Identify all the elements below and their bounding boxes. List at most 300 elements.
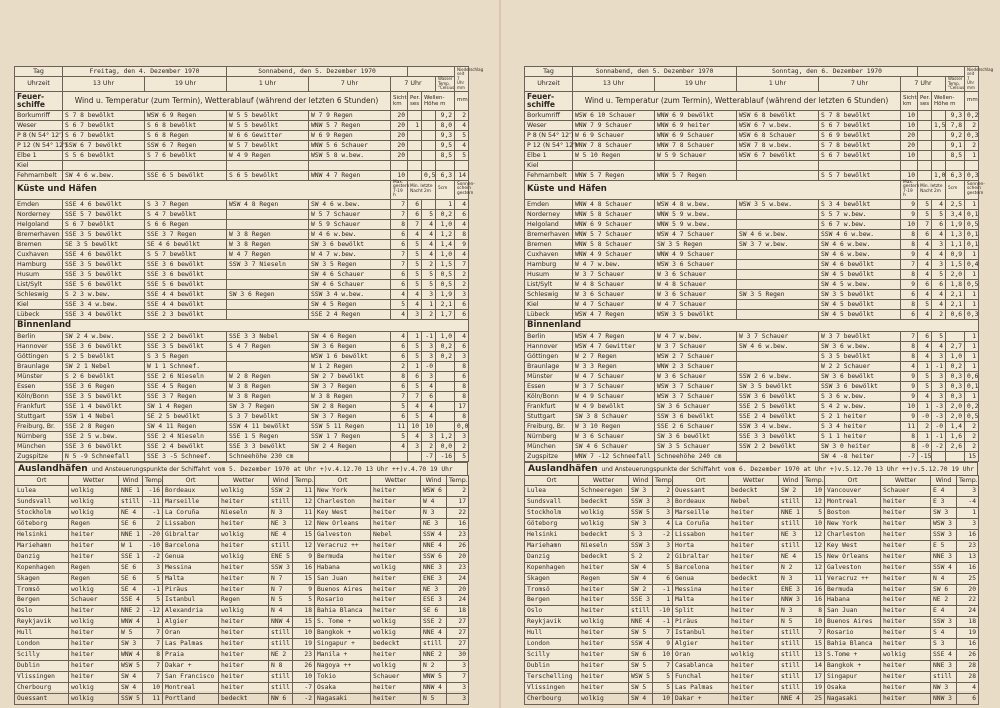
sicht-value: 20 bbox=[901, 140, 918, 150]
min-value: 4 bbox=[918, 341, 932, 351]
obs-1: WNW 7 8 Schauer bbox=[573, 140, 655, 150]
port-wind: SW 4 bbox=[119, 682, 143, 693]
kueste-row bbox=[15, 209, 469, 219]
port-name: New Orleans bbox=[825, 551, 881, 562]
port-wind: SW 2 bbox=[629, 584, 653, 595]
port-temp: 2 bbox=[653, 551, 673, 562]
per-value bbox=[918, 120, 932, 130]
min-value: 5 bbox=[918, 209, 932, 219]
feuerschiff-row bbox=[525, 130, 979, 140]
port-wind: S 3 bbox=[931, 639, 957, 650]
time-5: 7 Uhr bbox=[391, 77, 436, 92]
station-name: P 8 (N 54° 12') bbox=[525, 130, 573, 140]
obs-4: SW 3 5 Regen bbox=[309, 259, 391, 269]
port-weather: heiter bbox=[579, 671, 629, 682]
port-weather: heiter bbox=[881, 530, 931, 541]
port-temp: 15 bbox=[293, 573, 315, 584]
min-value: 4 bbox=[918, 289, 932, 299]
min5-value: 5 bbox=[422, 209, 436, 219]
port-temp: 6 bbox=[653, 573, 673, 584]
min-value: 4 bbox=[408, 289, 422, 299]
station-name: München bbox=[525, 441, 573, 451]
station-name: Köln/Bonn bbox=[15, 391, 63, 401]
precip-value: 2 bbox=[965, 441, 979, 451]
precip-value: 4 bbox=[455, 219, 469, 229]
obs-3: WSW 7 8 w.bew. bbox=[737, 140, 819, 150]
min5-value bbox=[422, 199, 436, 209]
port-weather: heiter bbox=[729, 628, 779, 639]
binnenland-row bbox=[525, 411, 979, 421]
feuerschiff-row bbox=[15, 120, 469, 130]
kueste-title: Küste und Häfen bbox=[15, 180, 391, 199]
wasser-temp-value: 9,3 bbox=[436, 130, 455, 140]
obs-2: SSW 3 6 bewölkt bbox=[655, 411, 737, 421]
station-name: Essen bbox=[15, 381, 63, 391]
port-temp: 23 bbox=[957, 540, 979, 551]
port-name: Casablanca bbox=[673, 660, 729, 671]
port-wind: SW 2 bbox=[779, 486, 803, 497]
ausland-row bbox=[15, 628, 469, 639]
port-name: Marseille bbox=[163, 497, 219, 508]
port-name: Bangkok + bbox=[825, 660, 881, 671]
port-temp: 12 bbox=[803, 540, 825, 551]
obs-1: WSW 4 7 Gewitter bbox=[573, 341, 655, 351]
right-page bbox=[524, 66, 994, 702]
sun-value: 2,0 bbox=[946, 411, 965, 421]
port-wind: NNE 3 bbox=[931, 660, 957, 671]
port-temp: 2 bbox=[143, 519, 163, 530]
port-wind: NE 3 bbox=[779, 530, 803, 541]
time-4: 7 Uhr bbox=[819, 77, 901, 92]
min5-value: 3 bbox=[422, 351, 436, 361]
precip-value: 6 bbox=[455, 299, 469, 309]
min5-value: 3 bbox=[932, 259, 946, 269]
ausland-row bbox=[15, 519, 469, 530]
port-wind: still bbox=[779, 660, 803, 671]
obs-3: Schneehöhe 230 cm bbox=[227, 451, 309, 461]
port-temp: 28 bbox=[957, 660, 979, 671]
min-value: 2 bbox=[918, 421, 932, 431]
precip-value: 6 bbox=[455, 309, 469, 319]
port-weather: heiter bbox=[219, 682, 269, 693]
obs-4: SW 3 7 Regen bbox=[309, 411, 391, 421]
port-temp: 3 bbox=[143, 562, 163, 573]
station-name: List/Sylt bbox=[525, 279, 573, 289]
obs-2: Schneehöhe 240 cm bbox=[655, 451, 737, 461]
port-temp: 15 bbox=[803, 639, 825, 650]
obs-3: WSW 6 7 bewölkt bbox=[737, 150, 819, 160]
port-weather: wolkig bbox=[579, 617, 629, 628]
ausland-row bbox=[525, 606, 979, 617]
min-value: 5 bbox=[918, 371, 932, 381]
ausland-head bbox=[15, 475, 469, 486]
max-value: 8 bbox=[901, 431, 918, 441]
per-value bbox=[408, 170, 422, 180]
wasser-header: Wasser Temp. °Celsius bbox=[946, 77, 965, 92]
obs-4: SW 4 -8 heiter bbox=[819, 451, 901, 461]
port-name: Ouessant bbox=[15, 693, 69, 704]
min5-value: 5 bbox=[422, 269, 436, 279]
station-name: Norderney bbox=[15, 209, 63, 219]
sun-value: 2,7 bbox=[946, 341, 965, 351]
min5-value: -1 bbox=[932, 431, 946, 441]
sun-value: 2,0 bbox=[946, 401, 965, 411]
port-name: Messina bbox=[163, 562, 219, 573]
port-name: Marseille bbox=[673, 508, 729, 519]
port-weather: Schauer bbox=[69, 595, 119, 606]
obs-4: SW 3 5 bewölkt bbox=[819, 289, 901, 299]
port-wind: N 3 bbox=[779, 606, 803, 617]
precip-value: 7 bbox=[455, 259, 469, 269]
min5-value: 5 bbox=[422, 279, 436, 289]
port-name: San Juan bbox=[315, 573, 371, 584]
port-wind: still bbox=[119, 497, 143, 508]
ausland-row bbox=[15, 671, 469, 682]
sun-value: 1,7 bbox=[436, 309, 455, 319]
obs-3 bbox=[227, 219, 309, 229]
sun-value: 1,9 bbox=[946, 219, 965, 229]
port-temp: 13 bbox=[957, 551, 979, 562]
port-temp: 7 bbox=[143, 671, 163, 682]
obs-3 bbox=[227, 279, 309, 289]
precip-value: 4 bbox=[455, 331, 469, 341]
feuerschiffe-title: Feuer-schiffe bbox=[15, 91, 63, 110]
ausland-col-header: Wetter bbox=[579, 475, 629, 486]
port-wind: WSW 5 bbox=[119, 660, 143, 671]
max-value: 6 bbox=[391, 341, 408, 351]
obs-1: SSE 2 5 w.bew. bbox=[63, 431, 145, 441]
port-temp: 20 bbox=[447, 584, 469, 595]
port-temp: 10 bbox=[803, 617, 825, 628]
obs-1: W 4 9 Schauer bbox=[573, 391, 655, 401]
port-name: Vancouver bbox=[825, 486, 881, 497]
obs-2: WNW 4 9 Schauer bbox=[655, 249, 737, 259]
precip-value: 1 bbox=[965, 269, 979, 279]
obs-4: S 5 7 w.bew. bbox=[819, 209, 901, 219]
ausland-head bbox=[525, 475, 979, 486]
station-name: Cuxhaven bbox=[525, 249, 573, 259]
port-weather: heiter bbox=[881, 671, 931, 682]
station-name: Husum bbox=[15, 269, 63, 279]
obs-4: SW 4 5 bewölkt bbox=[819, 299, 901, 309]
port-name: Montreal bbox=[163, 682, 219, 693]
obs-1: S 6 7 bewölkt bbox=[63, 219, 145, 229]
obs-1: WNW 6 9 Schauer bbox=[573, 219, 655, 229]
precip-value: 0,0 bbox=[455, 421, 469, 431]
kueste-row bbox=[15, 239, 469, 249]
feuerschiff-row bbox=[15, 140, 469, 150]
port-wind: SW 4 bbox=[629, 693, 653, 704]
ausland-row bbox=[15, 693, 469, 704]
port-name: Sundsvall bbox=[15, 497, 69, 508]
port-wind: NNW 4 bbox=[269, 617, 293, 628]
precip-value: 0,5 bbox=[965, 279, 979, 289]
kueste-header bbox=[15, 180, 469, 199]
port-name: Helsinki bbox=[525, 530, 579, 541]
wellen-value bbox=[422, 110, 436, 120]
port-temp: 16 bbox=[293, 562, 315, 573]
max-value: 6 bbox=[391, 351, 408, 361]
wellen-value bbox=[422, 150, 436, 160]
min-value: 4 bbox=[408, 431, 422, 441]
port-wind: N 7 bbox=[269, 584, 293, 595]
port-temp: 3 bbox=[447, 693, 469, 704]
port-wind: NNW 3 bbox=[779, 595, 803, 606]
station-name: Elbe 1 bbox=[15, 150, 63, 160]
station-name: Lübeck bbox=[525, 309, 573, 319]
port-wind: NE 3 bbox=[269, 519, 293, 530]
port-wind: NNE 3 bbox=[931, 551, 957, 562]
obs-1 bbox=[573, 160, 655, 170]
port-temp: 2 bbox=[447, 486, 469, 497]
station-name: Elbe 1 bbox=[525, 150, 573, 160]
feuerschiffe-desc: Wind u. Temperatur (zum Termin), Wetterablauf (während der letzten 6 Stunden) bbox=[63, 91, 391, 110]
day1-label: Freitag, den 4. Dezember 1970 bbox=[63, 67, 227, 77]
min5-value: 3 bbox=[422, 289, 436, 299]
station-name: Kiel bbox=[15, 299, 63, 309]
niederschlag-header: Niederschlag seit 7 Uhr mm bbox=[965, 67, 979, 92]
sun-value: 2,6 bbox=[946, 441, 965, 451]
port-temp: 12 bbox=[803, 530, 825, 541]
obs-1: SSE 3 5 bewölkt bbox=[63, 269, 145, 279]
sicht-value: 20 bbox=[391, 140, 408, 150]
precip-value: 0,3 bbox=[965, 170, 979, 180]
precip-value: 1 bbox=[965, 299, 979, 309]
min5-value: 6 bbox=[932, 279, 946, 289]
port-wind: SW 4 bbox=[629, 562, 653, 573]
day-blank bbox=[918, 67, 965, 77]
max-value: 9 bbox=[901, 249, 918, 259]
time-2: 19 Uhr bbox=[145, 77, 227, 92]
obs-2: W 3 6 Schauer bbox=[655, 269, 737, 279]
max-header: Max. gestern 7-19 h bbox=[391, 180, 408, 199]
port-temp: 5 bbox=[653, 682, 673, 693]
obs-2: SSE 2 4 Nieseln bbox=[145, 431, 227, 441]
per-value bbox=[408, 160, 422, 170]
station-name: Nürnberg bbox=[525, 431, 573, 441]
sun-value: 1,0 bbox=[436, 249, 455, 259]
obs-4: SW 4 6 w.bew. bbox=[819, 249, 901, 259]
port-temp: 23 bbox=[447, 562, 469, 573]
port-temp: 16 bbox=[957, 639, 979, 650]
port-name: S. Tome + bbox=[315, 617, 371, 628]
port-name: Oran bbox=[163, 628, 219, 639]
port-weather: heiter bbox=[219, 650, 269, 661]
binnenland-row bbox=[15, 381, 469, 391]
obs-4: S 3 6 w.bew. bbox=[819, 391, 901, 401]
obs-4: SW 4 5 bewölkt bbox=[819, 309, 901, 319]
min-value: 1 bbox=[918, 361, 932, 371]
port-wind: NNE 1 bbox=[119, 486, 143, 497]
min-value: -0 bbox=[918, 411, 932, 421]
precip-value: 2 bbox=[455, 441, 469, 451]
min5-value: 4 bbox=[932, 299, 946, 309]
obs-3: SSW 2 2 bewölkt bbox=[737, 441, 819, 451]
sun-value: 1 bbox=[436, 199, 455, 209]
ausland-row bbox=[525, 562, 979, 573]
port-wind: NW 3 bbox=[931, 682, 957, 693]
kueste-row bbox=[525, 309, 979, 319]
port-name: Danzig bbox=[525, 551, 579, 562]
obs-3: SW 3 5 bewölkt bbox=[737, 381, 819, 391]
min-value: 1 bbox=[918, 401, 932, 411]
feuerschiff-row bbox=[525, 140, 979, 150]
port-wind: SSE 4 bbox=[119, 595, 143, 606]
port-wind: SE 6 bbox=[119, 573, 143, 584]
port-name: Lulea bbox=[525, 486, 579, 497]
precip-value: 0,3 bbox=[965, 130, 979, 140]
min5-value: -1 bbox=[932, 361, 946, 371]
port-name: Kopenhagen bbox=[15, 562, 69, 573]
precip-value: 2 bbox=[965, 120, 979, 130]
obs-2: SSE 4 4 bewölkt bbox=[145, 289, 227, 299]
port-temp: 7 bbox=[653, 660, 673, 671]
feuerschiff-row bbox=[15, 150, 469, 160]
per-header: Per. ses bbox=[918, 91, 932, 110]
station-name: Berlin bbox=[525, 331, 573, 341]
obs-2: WNW 5 7 Regen bbox=[655, 170, 737, 180]
port-weather: heiter bbox=[881, 595, 931, 606]
per-value bbox=[408, 150, 422, 160]
max-value: 2 bbox=[391, 361, 408, 371]
port-weather: heiter bbox=[219, 584, 269, 595]
min5-value: 1 bbox=[422, 299, 436, 309]
port-wind: N 8 bbox=[269, 660, 293, 671]
obs-4: SW 3 6 bewölkt bbox=[819, 371, 901, 381]
port-name: Oslo bbox=[15, 606, 69, 617]
min5-value: 4 bbox=[422, 229, 436, 239]
feuerschiff-row bbox=[525, 170, 979, 180]
port-temp: 6 bbox=[957, 693, 979, 704]
precip-value: 1 bbox=[965, 289, 979, 299]
sun-value: 1,2 bbox=[436, 229, 455, 239]
port-name: Barcelona bbox=[673, 562, 729, 573]
port-wind: NNE 3 bbox=[421, 562, 447, 573]
port-wind: NNE 4 bbox=[421, 628, 447, 639]
obs-2 bbox=[145, 160, 227, 170]
port-name: Gibraltar bbox=[163, 530, 219, 541]
max-value: 4 bbox=[901, 361, 918, 371]
port-temp: 12 bbox=[293, 519, 315, 530]
wellen-value bbox=[932, 140, 946, 150]
port-wind: NNW 4 bbox=[421, 682, 447, 693]
feuerschiff-row bbox=[525, 150, 979, 160]
port-weather: heiter bbox=[729, 682, 779, 693]
port-name: Reykjavik bbox=[15, 617, 69, 628]
port-name: Split bbox=[673, 606, 729, 617]
ausland-title: Auslandhäfen bbox=[528, 463, 598, 474]
port-temp: 7 bbox=[447, 671, 469, 682]
obs-2: SW 3 5 Schauer bbox=[655, 441, 737, 451]
port-weather: wolkig bbox=[219, 551, 269, 562]
port-wind: WNW 5 bbox=[421, 671, 447, 682]
port-weather: heiter bbox=[219, 573, 269, 584]
station-name: Borkumriff bbox=[15, 110, 63, 120]
port-name: San Francisco bbox=[163, 671, 219, 682]
obs-4: SSW 4 6 w.bew. bbox=[819, 229, 901, 239]
obs-2: WSW 4 7 Schauer bbox=[655, 229, 737, 239]
port-temp: -1 bbox=[143, 508, 163, 519]
station-name: Göttingen bbox=[15, 351, 63, 361]
min-value: 7 bbox=[408, 219, 422, 229]
kueste-row bbox=[15, 309, 469, 319]
obs-1: SSE 3 6 Regen bbox=[63, 381, 145, 391]
port-wind: W 4 bbox=[421, 497, 447, 508]
min5-value: 6 bbox=[422, 391, 436, 401]
obs-1: W 3 7 Schauer bbox=[573, 381, 655, 391]
station-name: Nürnberg bbox=[15, 431, 63, 441]
port-wind: still bbox=[269, 671, 293, 682]
port-temp: -20 bbox=[143, 530, 163, 541]
port-weather: heiter bbox=[219, 671, 269, 682]
ausland-col-header: Wind bbox=[931, 475, 957, 486]
obs-2: W 4 7 Schauer bbox=[655, 299, 737, 309]
station-name: Emden bbox=[525, 199, 573, 209]
station-name: List/Sylt bbox=[15, 279, 63, 289]
kueste-row bbox=[525, 259, 979, 269]
sun-value: 0,3 bbox=[946, 371, 965, 381]
kueste-row bbox=[525, 289, 979, 299]
port-name: Bermuda bbox=[315, 551, 371, 562]
precip-value: 6 bbox=[455, 371, 469, 381]
ausland-col-header: Ort bbox=[525, 475, 579, 486]
port-wind: N 4 bbox=[931, 573, 957, 584]
port-weather: heiter bbox=[219, 540, 269, 551]
max-value: 7 bbox=[391, 249, 408, 259]
station-name: Kiel bbox=[15, 160, 63, 170]
port-temp: 3 bbox=[653, 497, 673, 508]
ausland-row bbox=[15, 486, 469, 497]
sun-value: 1,2 bbox=[436, 431, 455, 441]
port-weather: Schauer bbox=[881, 486, 931, 497]
port-temp: 20 bbox=[447, 551, 469, 562]
binnenland-row bbox=[525, 421, 979, 431]
ausland-col-header: Wetter bbox=[881, 475, 931, 486]
wellen-header: Wellen-Höhe m bbox=[422, 91, 455, 110]
obs-1: WSW 6 10 Schauer bbox=[573, 110, 655, 120]
port-wind: still bbox=[269, 639, 293, 650]
port-wind: N 3 bbox=[779, 573, 803, 584]
port-wind: SSE 2 bbox=[421, 617, 447, 628]
min-value: 3 bbox=[408, 309, 422, 319]
station-name: Essen bbox=[525, 381, 573, 391]
port-weather: heiter bbox=[219, 639, 269, 650]
obs-3: WSW 3 5 w.bew. bbox=[737, 199, 819, 209]
port-wind: SE 6 bbox=[119, 562, 143, 573]
port-wind: still bbox=[779, 671, 803, 682]
port-name: Charleston bbox=[315, 497, 371, 508]
obs-2: SSE 5 6 bewölkt bbox=[145, 279, 227, 289]
obs-3: SW 3 7 Regen bbox=[227, 401, 309, 411]
port-weather: Nieseln bbox=[579, 540, 629, 551]
port-wind: SSW 3 bbox=[629, 497, 653, 508]
obs-4: W 5 7 Schauer bbox=[309, 209, 391, 219]
port-weather: heiter bbox=[371, 551, 421, 562]
port-name: Helsinki bbox=[15, 530, 69, 541]
precip-value: 3 bbox=[455, 289, 469, 299]
obs-2: SSE 3 6 bewölkt bbox=[145, 269, 227, 279]
port-name: Bahia Blanca bbox=[315, 606, 371, 617]
precip-value: 5 bbox=[455, 451, 469, 461]
precip-value: 2 bbox=[455, 269, 469, 279]
feuerschiff-row bbox=[15, 170, 469, 180]
max-value: 7 bbox=[391, 391, 408, 401]
ausland-row bbox=[15, 660, 469, 671]
kueste-row bbox=[15, 299, 469, 309]
min-value: 5 bbox=[408, 249, 422, 259]
sicht-header: Sicht km bbox=[391, 91, 408, 110]
sicht-value: 10 bbox=[901, 120, 918, 130]
